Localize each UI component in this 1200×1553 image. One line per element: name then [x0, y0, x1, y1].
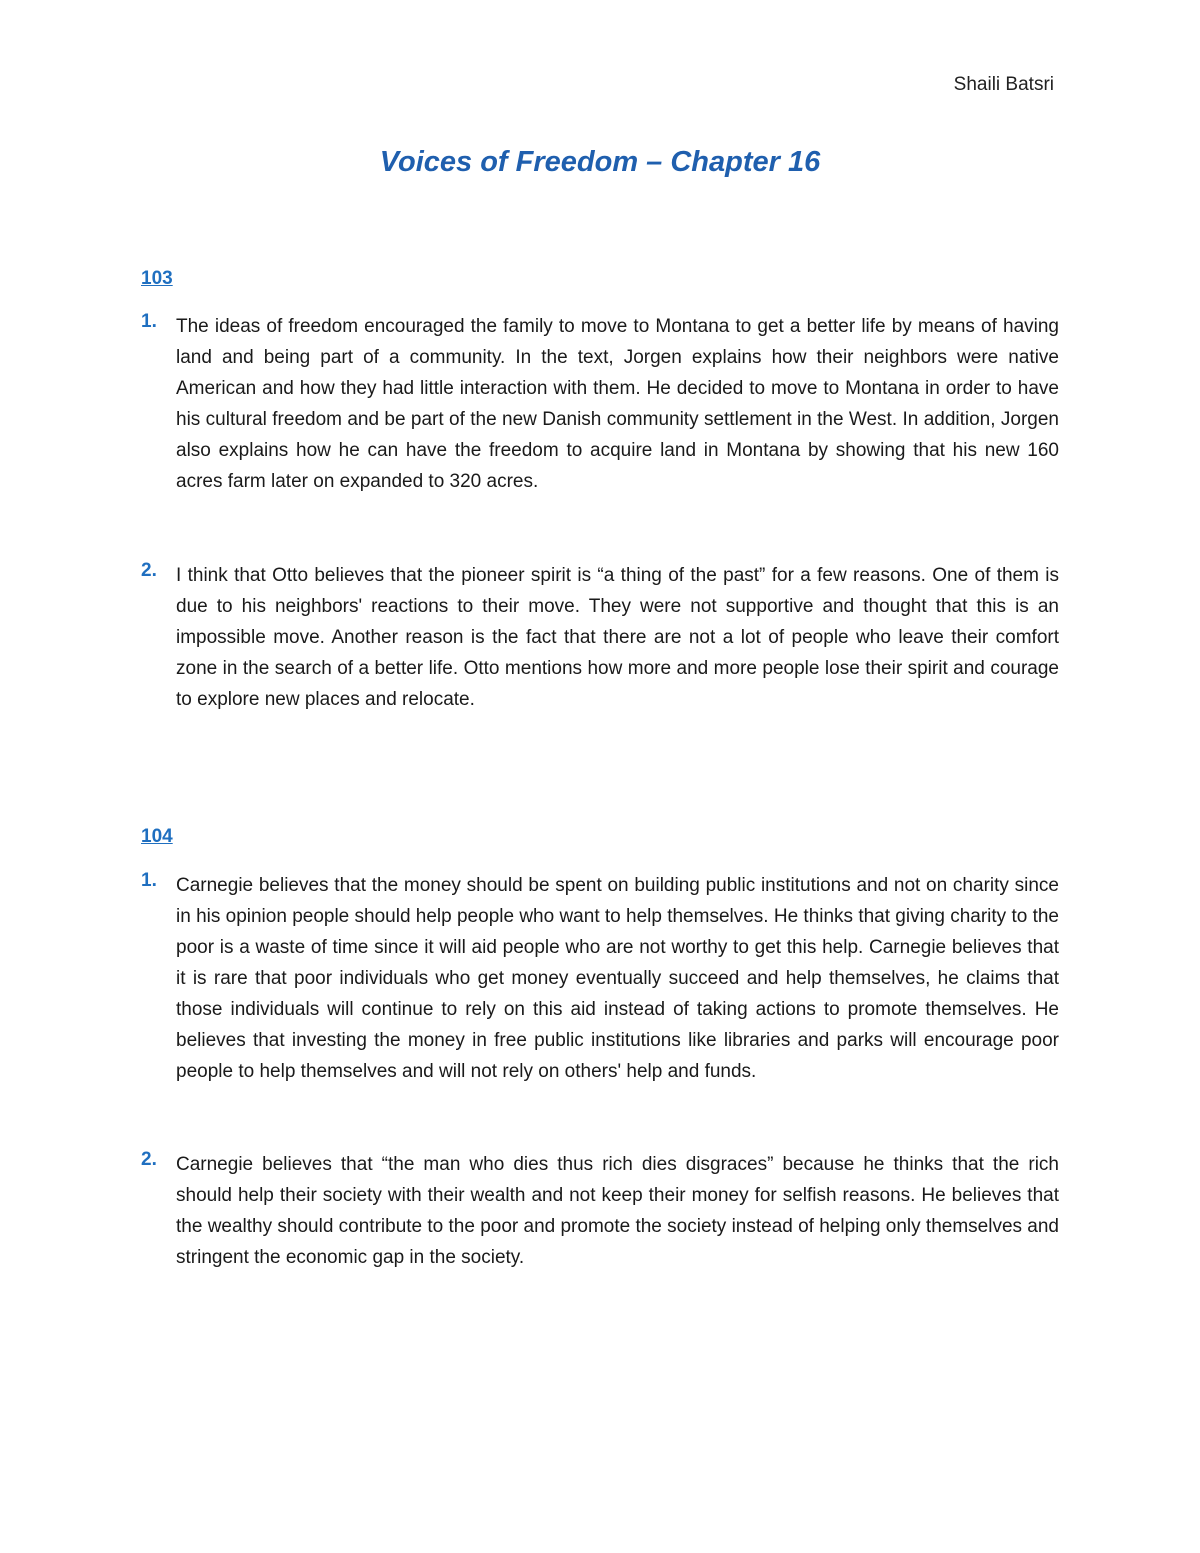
author-name: Shaili Batsri	[953, 74, 1054, 95]
item-text: I think that Otto believes that the pioneer spirit is “a thing of the past” for a few reasons. One of them is due to his neighbors' reactions to their move. They were not supportive and thought that this is an impossible move. Another reason is the fact that there are not a lot of people who leave their comfort zone in the search of a better life. Otto mentions how more and more people lose their spirit and courage to explore new places and relocate.	[176, 565, 1059, 710]
section-heading-103: 103	[141, 268, 173, 289]
item-number: 1.	[141, 870, 157, 891]
item-text: The ideas of freedom encouraged the family to move to Montana to get a better life by means of having land and being part of a community. In the text, Jorgen explains how their neighbors were native American and how they had little interaction with them. He decided to move to Montana in order to have his cultural freedom and be part of the new Danish community settlement in the West. In addition, Jorgen also explains how he can have the freedom to acquire land in Montana by showing that his new 160 acres farm later on expanded to 320 acres.	[176, 316, 1059, 492]
answer-item	[141, 870, 1059, 1087]
item-text: Carnegie believes that the money should be spent on building public institutions and not on charity since in his opinion people should help people who want to help themselves. He thinks that giving charity to the poor is a waste of time since it will aid people who are not worthy to get this help. Carnegie believes that it is rare that poor individuals who get money eventually succeed and help themselves, he claims that those individuals will continue to rely on this aid instead of taking actions to promote themselves. He believes that investing the money in free public institutions like libraries and parks will encourage poor people to help themselves and will not rely on others' help and funds.	[176, 875, 1059, 1082]
item-text: Carnegie believes that “the man who dies thus rich dies disgraces” because he thinks that the rich should help their society with their wealth and not keep their money for selfish reasons. He believes that the wealthy should contribute to the poor and promote the society instead of helping only themselves and stringent the economic gap in the society.	[176, 1154, 1059, 1268]
item-number: 2.	[141, 560, 157, 581]
answer-item	[141, 311, 1059, 497]
item-number: 1.	[141, 311, 157, 332]
answer-item	[141, 560, 1059, 715]
section-heading-104: 104	[141, 826, 173, 847]
page-title: Voices of Freedom – Chapter 16	[379, 146, 821, 178]
item-number: 2.	[141, 1149, 157, 1170]
answer-item	[141, 1149, 1059, 1273]
